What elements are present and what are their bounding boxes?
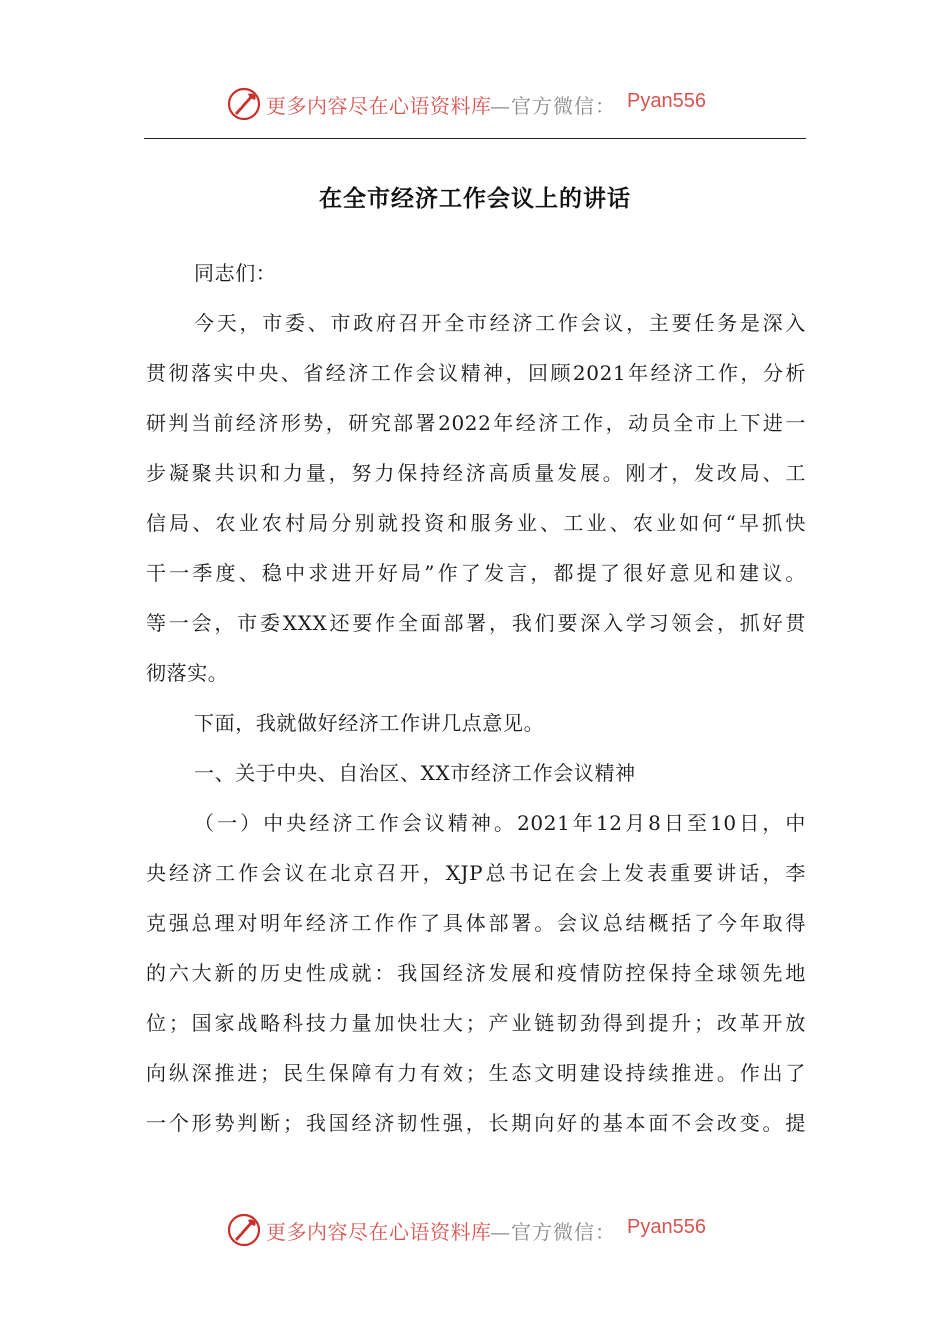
body-line: 贯彻落实中央、省经济工作会议精神，回顾2021年经济工作，分析 — [146, 361, 806, 385]
body-line: 今天，市委、市政府召开全市经济工作会议，主要任务是深入 — [194, 311, 806, 335]
section-heading: 一、关于中央、自治区、XX市经济工作会议精神 — [194, 761, 636, 785]
banner-contact-id: Pyan556 — [627, 90, 706, 112]
salutation-line: 同志们： — [194, 261, 277, 285]
body-line: 的六大新的历史性成就：我国经济发展和疫情防控保持全球领先地 — [146, 961, 806, 985]
body-line: 信局、农业农村局分别就投资和服务业、工业、农业如何“早抓快 — [146, 511, 806, 535]
footer-banner — [0, 1210, 950, 1250]
body-line: 等一会，市委XXX还要作全面部署，我们要深入学习领会，抓好贯 — [146, 611, 806, 635]
subsection-line: （一）中央经济工作会议精神。2021年12月8日至10日，中 — [194, 811, 806, 835]
banner-slogan: 更多内容尽在心语资料库 — [266, 1220, 492, 1244]
body-line: 干一季度、稳中求进开好局”作了发言，都提了很好意见和建议。 — [146, 561, 806, 585]
banner-contact-label: —官方微信： — [490, 94, 616, 118]
body-line: 位；国家战略科技力量加快壮大；产业链韧劲得到提升；改革开放 — [146, 1011, 806, 1035]
banner-slogan: 更多内容尽在心语资料库 — [266, 94, 492, 118]
quill-logo-icon — [226, 1212, 262, 1248]
header-banner — [0, 84, 950, 124]
document-title: 在全市经济工作会议上的讲话 — [319, 186, 631, 212]
banner-contact-id: Pyan556 — [627, 1216, 706, 1238]
body-line: 克强总理对明年经济工作作了具体部署。会议总结概括了今年取得 — [146, 911, 806, 935]
body-line: 一个形势判断；我国经济韧性强，长期向好的基本面不会改变。提 — [146, 1111, 806, 1135]
body-line: 央经济工作会议在北京召开，XJP总书记在会上发表重要讲话，李 — [146, 861, 806, 885]
body-line: 向纵深推进；民生保障有力有效；生态文明建设持续推进。作出了 — [146, 1061, 806, 1085]
header-rule — [144, 138, 806, 139]
body-line: 彻落实。 — [146, 661, 229, 685]
body-line: 下面，我就做好经济工作讲几点意见。 — [194, 711, 545, 735]
body-line: 研判当前经济形势，研究部署2022年经济工作，动员全市上下进一 — [146, 411, 806, 435]
banner-contact-label: —官方微信： — [490, 1220, 616, 1244]
quill-logo-icon — [226, 86, 262, 122]
body-line: 步凝聚共识和力量，努力保持经济高质量发展。刚才，发改局、工 — [146, 461, 806, 485]
document-body — [146, 248, 806, 1148]
